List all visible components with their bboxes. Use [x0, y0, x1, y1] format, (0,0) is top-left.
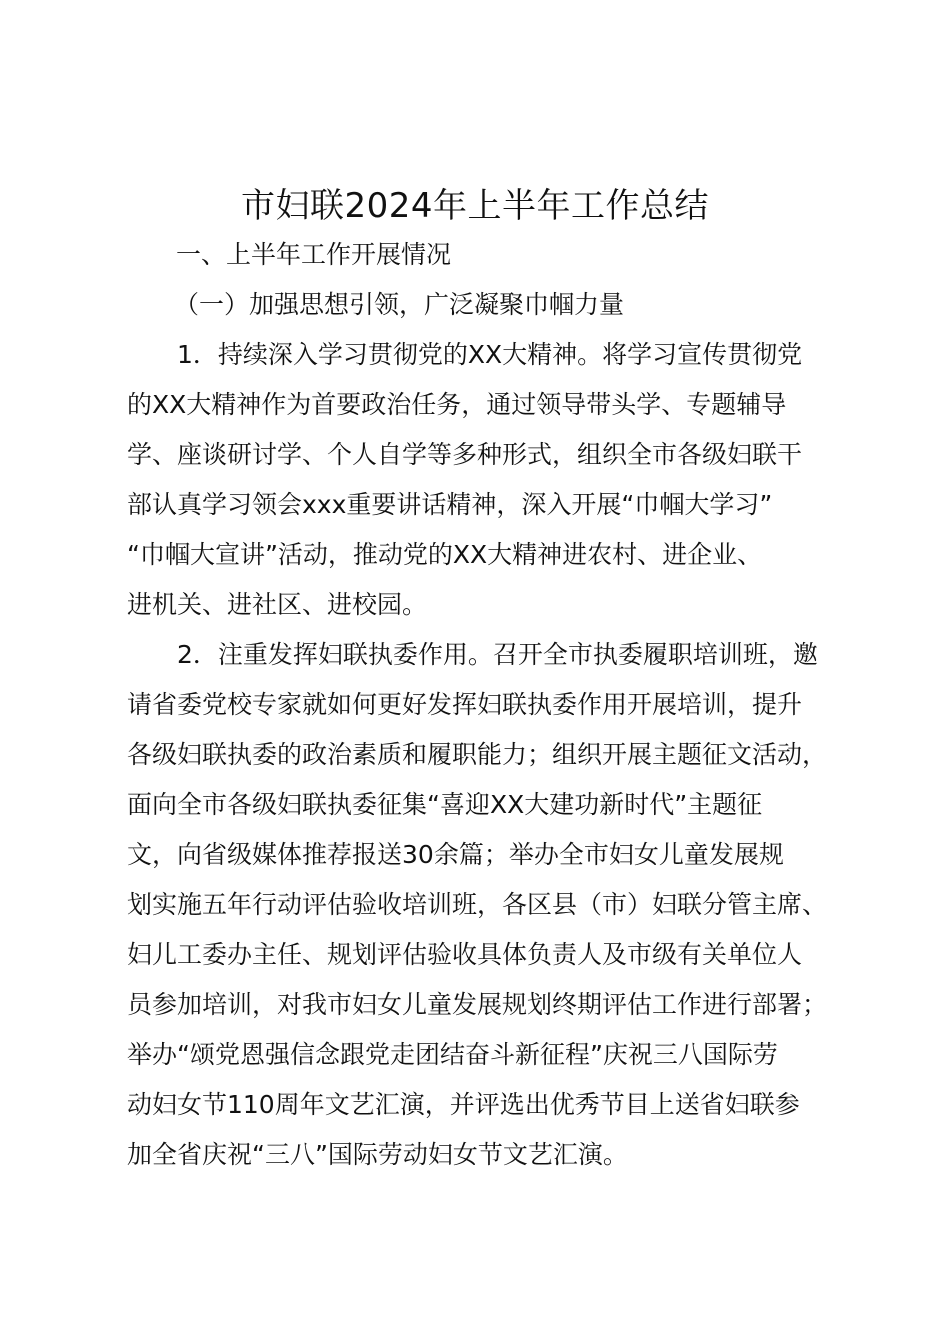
paragraph-line: 各级妇联执委的政治素质和履职能力；组织开展主题征文活动，	[127, 740, 828, 769]
paragraph-line: 妇儿工委办主任、规划评估验收具体负责人及市级有关单位人	[127, 940, 803, 969]
paragraph-line: 部认真学习领会xxx重要讲话精神，深入开展“巾帼大学习”	[127, 490, 773, 519]
paragraph-line: 学、座谈研讨学、个人自学等多种形式，组织全市各级妇联干	[127, 440, 803, 469]
paragraph-line: 的XX大精神作为首要政治任务，通过领导带头学、专题辅导	[127, 390, 787, 419]
paragraph-line: 文，向省级媒体推荐报送30余篇；举办全市妇女儿童发展规	[127, 840, 784, 869]
paragraph-line: 加全省庆祝“三八”国际劳动妇女节文艺汇演。	[127, 1140, 628, 1169]
paragraph-line: 划实施五年行动评估验收培训班，各区县（市）妇联分管主席、	[127, 890, 828, 919]
paragraph-line: 员参加培训，对我市妇女儿童发展规划终期评估工作进行部署；	[127, 990, 828, 1019]
paragraph-1	[127, 330, 847, 630]
paragraph-line: 动妇女节110周年文艺汇演，并评选出优秀节目上送省妇联参	[127, 1090, 800, 1119]
paragraph-line: 2．注重发挥妇联执委作用。召开全市执委履职培训班，邀	[177, 640, 818, 669]
paragraph-line: 举办“颂党恩强信念跟党走团结奋斗新征程”庆祝三八国际劳	[127, 1040, 778, 1069]
section-heading: 一、上半年工作开展情况	[176, 240, 452, 269]
subsection-heading: （一）加强思想引领，广泛凝聚巾帼力量	[174, 290, 625, 319]
paragraph-2	[127, 630, 847, 1180]
paragraph-line: 面向全市各级妇联执委征集“喜迎XX大建功新时代”主题征	[127, 790, 763, 819]
paragraph-line: 1．持续深入学习贯彻党的XX大精神。将学习宣传贯彻党	[177, 340, 803, 369]
paragraph-line: “巾帼大宣讲”活动，推动党的XX大精神进农村、进企业、	[127, 540, 763, 569]
document-title: 市妇联2024年上半年工作总结	[240, 186, 710, 226]
paragraph-line: 进机关、进社区、进校园。	[127, 590, 428, 619]
paragraph-line: 请省委党校专家就如何更好发挥妇联执委作用开展培训，提升	[127, 690, 803, 719]
